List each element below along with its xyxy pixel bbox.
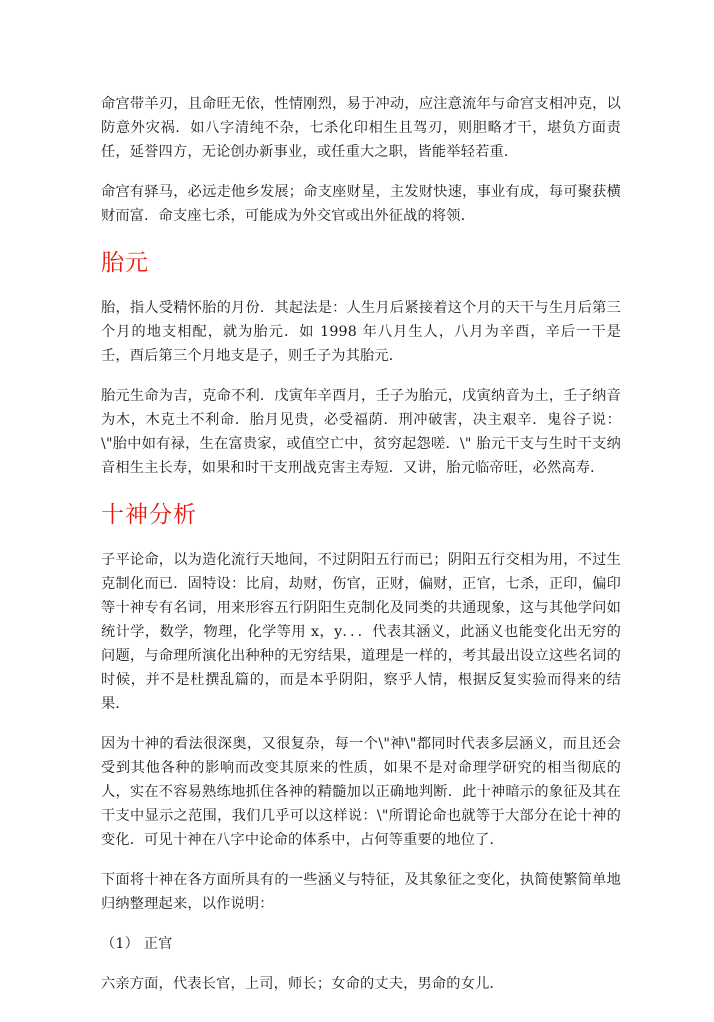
heading-shishen: 十神分析: [101, 502, 197, 528]
taiyuan-paragraph-1: 胎，指人受精怀胎的月份．其起法是：人生月后紧接着这个月的天干与生月后第三个月的地支相配，就为胎元．如 1998 年八月生人，八月为辛酉，辛后一干是壬，酉后第三个月地支是子，则壬子为其胎元．: [101, 300, 621, 364]
shishen-paragraph-3: 下面将十神在各方面所具有的一些涵义与特征，及其象征之变化，执简使繁简单地归纳整理起来，以作说明：: [101, 872, 621, 912]
shishen-paragraph-1: 子平论命，以为造化流行天地间，不过阴阳五行而已；阴阳五行交相为用，不过生克制化而已．固特设：比肩，劫财，伤官，正财，偏财，正官，七杀，正印，偏印等十神专有名词，用来形容五行阴阳生克制化及同类的共通现象，这与其他学问如统计学，数学，物理，化学等用 x，y．．．代表其涵义，此涵义也能变化出无穷的问题，与命理所演化出种种的无穷结果，道理是一样的，考其最出设立这些名词的时候，并不是杜撰乱篇的，而是本乎阴阳，察乎人情，根据反复实验而得来的结果．: [101, 552, 621, 712]
document-page: [101, 92, 621, 996]
shishen-item-heading-zhengguan: （1） 正官: [101, 936, 173, 952]
shishen-paragraph-2: 因为十神的看法很深奥，又很复杂，每一个\"神\"都同时代表多层涵义，而且还会受到其他各种的影响而改变其原来的性质，如果不是对命理学研究的相当彻底的人，实在不容易熟练地抓住各神的精髓加以正确地判断．此十神暗示的象征及其在干支中显示之范围，我们几乎可以这样说：\"所谓论命也就等于大部分在论十神的变化．可见十神在八字中论命的体系中，占何等重要的地位了．: [101, 736, 621, 848]
intro-paragraph-1: 命宫带羊刃，且命旺无依，性情刚烈，易于冲动，应注意流年与命宫支相冲克，以防意外灾祸．如八字清纯不杂，七杀化印相生且驾刃，则胆略才干，堪负方面责任，延誉四方，无论创办新事业，或任重大之职，皆能举轻若重．: [101, 96, 621, 160]
heading-taiyuan: 胎元: [101, 250, 149, 276]
intro-paragraph-2: 命宫有驿马，必远走他乡发展；命支座财星，主发财快速，事业有成，每可聚获横财而富．命支座七杀，可能成为外交官或出外征战的将领．: [101, 184, 621, 224]
taiyuan-paragraph-2: 胎元生命为吉，克命不利．戊寅年辛酉月，壬子为胎元，戊寅纳音为土，壬子纳音为木，木克土不利命．胎月见贵，必受福荫．刑冲破害，决主艰辛．鬼谷子说：\"胎中如有禄，生在富贵家，或值空亡中，贫穷起怨嗟．\" 胎元干支与生时干支纳音相生主长寿，如果和时干支刑战克害主寿短．又讲，胎元临帝旺，必然高寿．: [101, 388, 621, 476]
shishen-paragraph-4: 六亲方面，代表长官，上司，师长；女命的丈夫，男命的女儿．: [101, 976, 504, 992]
